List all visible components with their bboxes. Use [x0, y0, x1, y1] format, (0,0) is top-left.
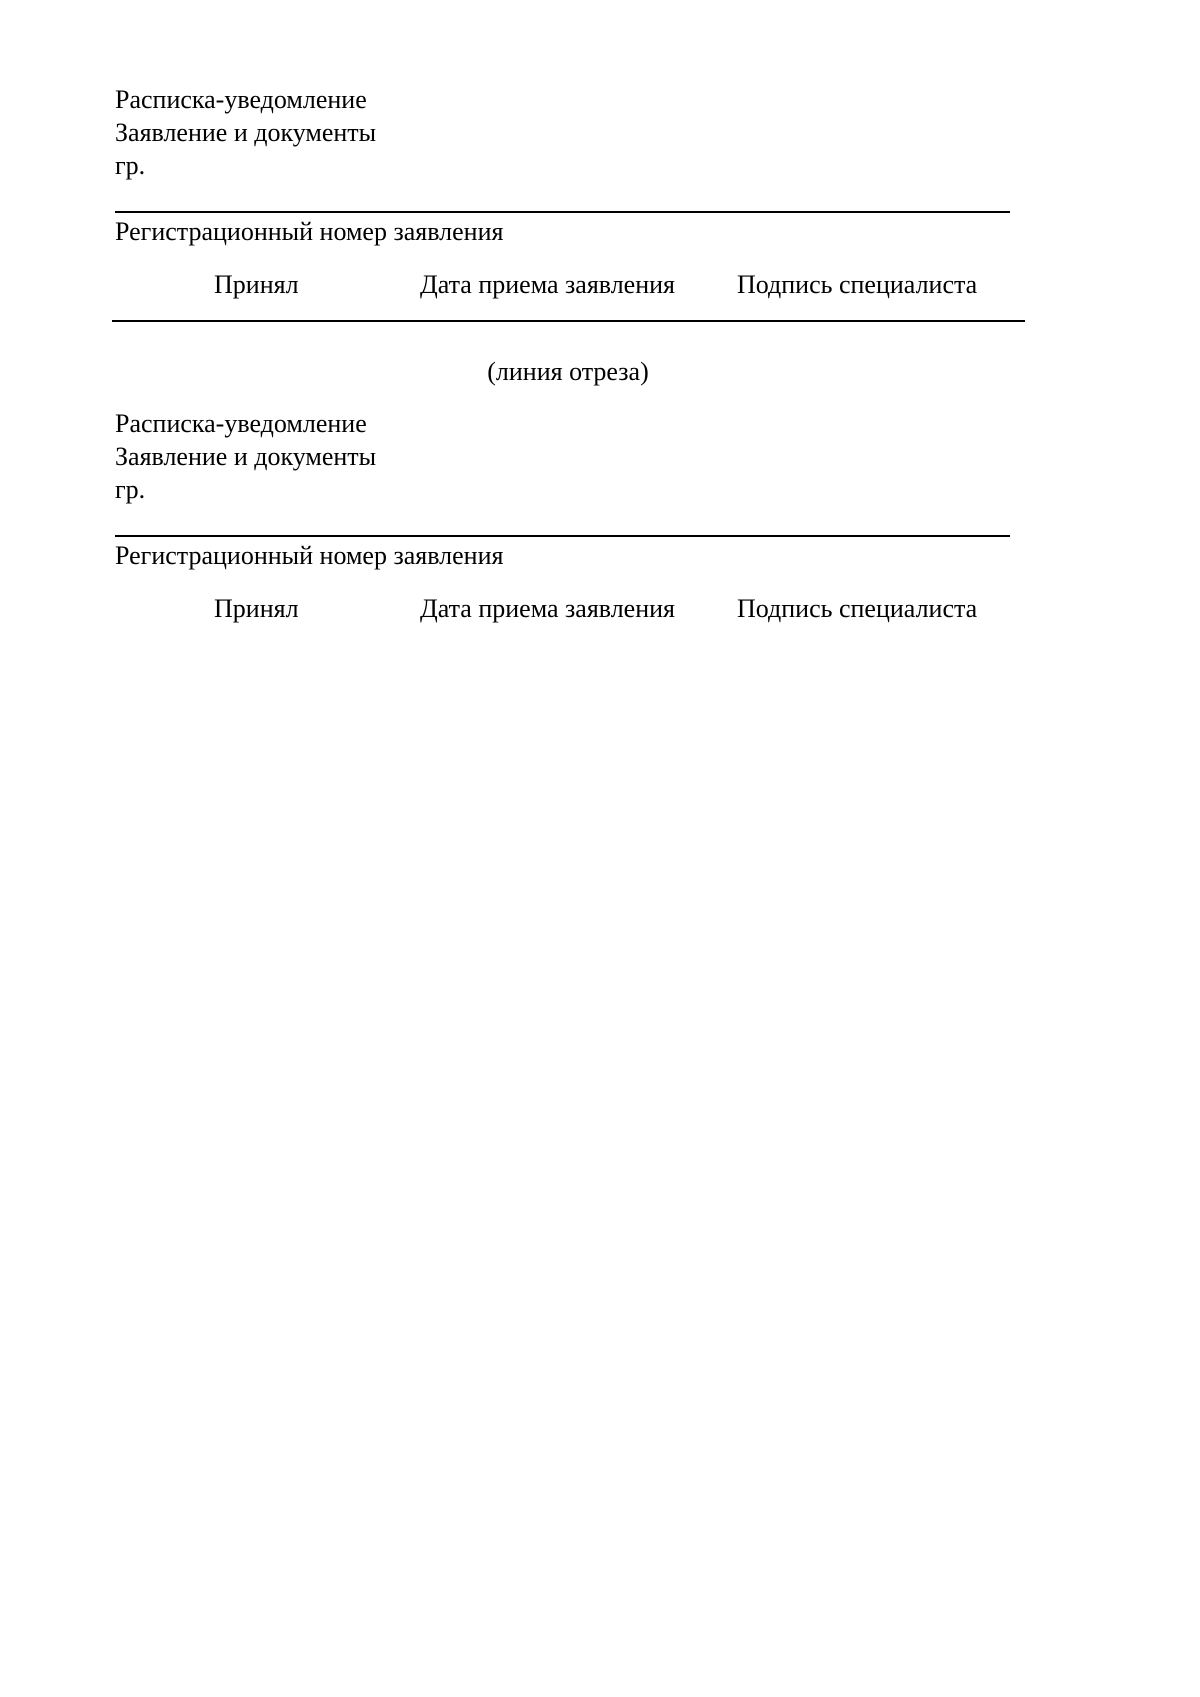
receipt-title: Расписка-уведомление — [115, 85, 367, 114]
receipt-documents-line: Заявление и документы — [115, 118, 377, 147]
receipt-notice-top — [0, 0, 1200, 299]
specialist-signature-label: Подпись специалиста — [737, 270, 978, 299]
citizen-name-fill-line — [115, 211, 1010, 213]
citizen-name-fill-line — [115, 535, 1010, 537]
cut-line-rule — [112, 320, 1025, 322]
accepted-by-label: Принял — [214, 270, 299, 299]
application-date-label: Дата приема заявления — [420, 594, 676, 623]
cut-line-caption: (линия отреза) — [487, 357, 649, 386]
receipt-title: Расписка-уведомление — [115, 409, 367, 438]
registration-number-label: Регистрационный номер заявления — [115, 541, 504, 570]
accepted-by-label: Принял — [214, 594, 299, 623]
application-date-label: Дата приема заявления — [420, 270, 676, 299]
receipt-documents-line: Заявление и документы — [115, 442, 377, 471]
receipt-notice-bottom — [0, 324, 1200, 623]
registration-number-label: Регистрационный номер заявления — [115, 217, 504, 246]
specialist-signature-label: Подпись специалиста — [737, 594, 978, 623]
receipt-citizen-line: гр. — [115, 151, 146, 180]
receipt-citizen-line: гр. — [115, 475, 146, 504]
